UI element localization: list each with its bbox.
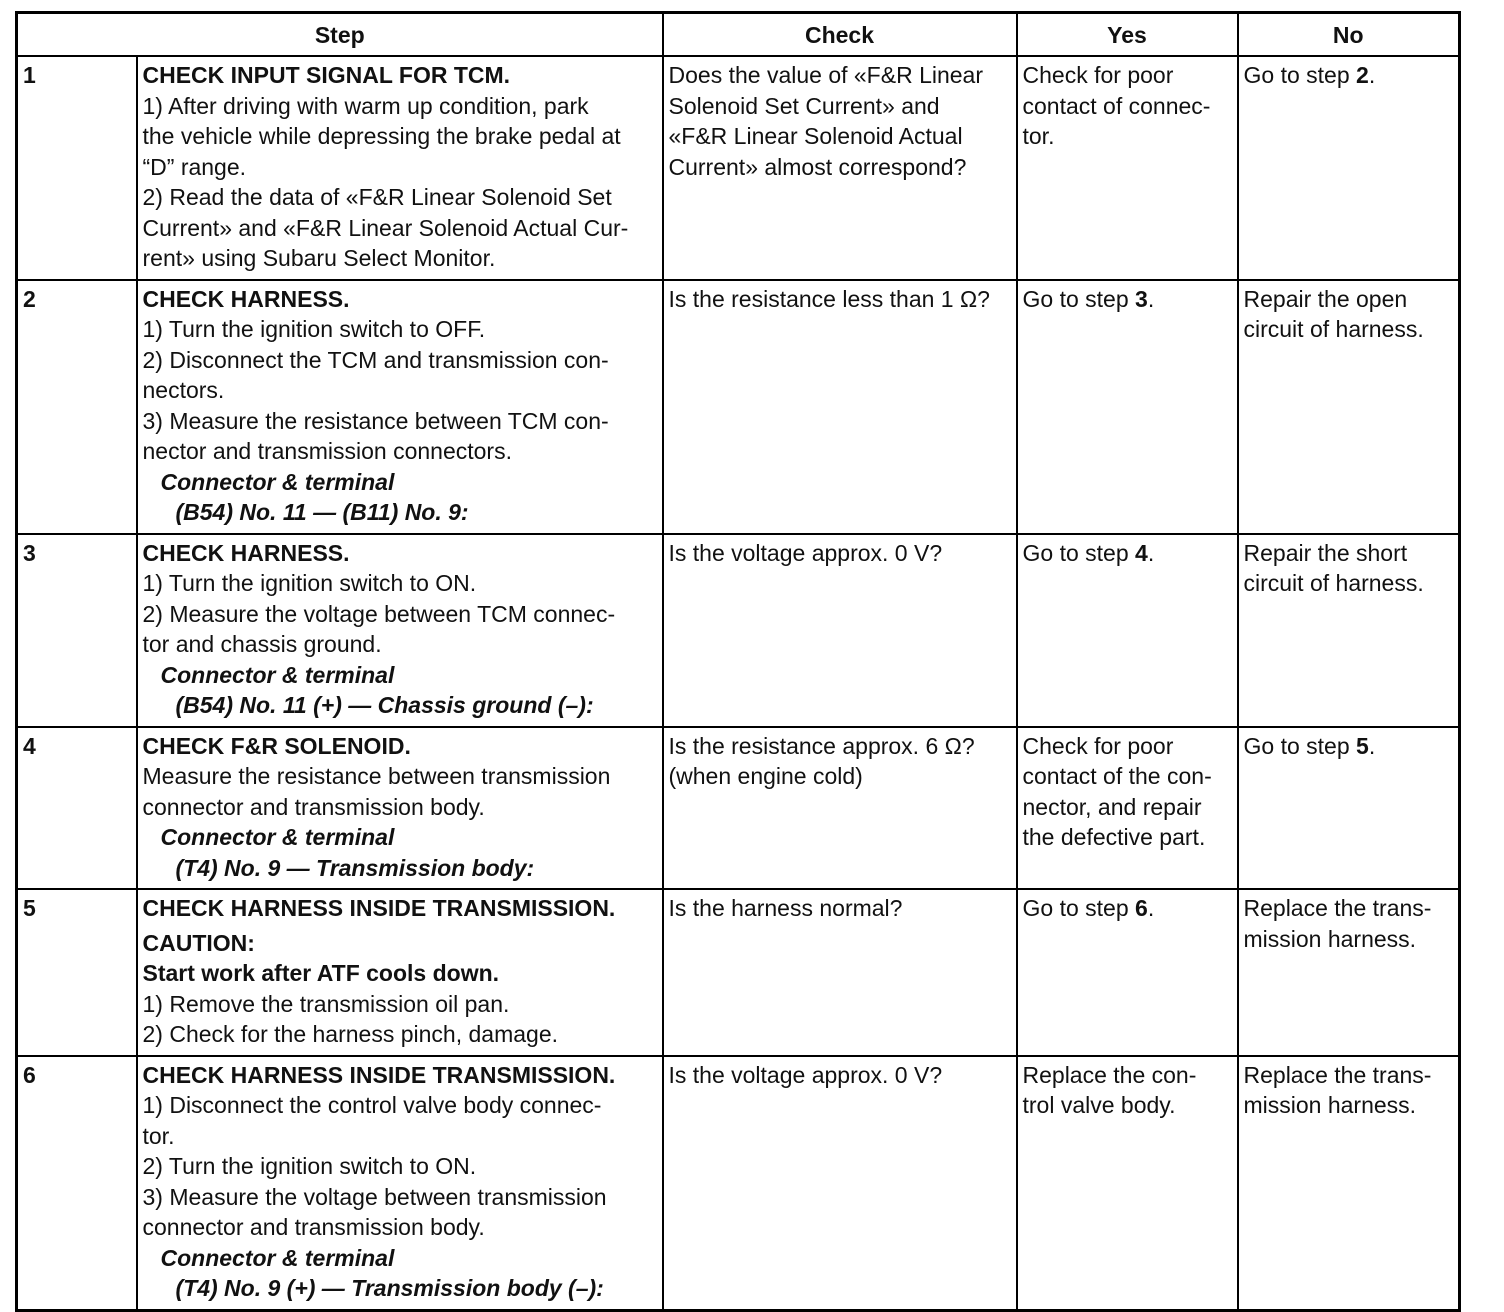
header-row xyxy=(17,13,1460,57)
procedure-line: 2) Measure the voltage between TCM connec- xyxy=(142,600,616,627)
check-line: «F&R Linear Solenoid Actual xyxy=(668,123,963,149)
no-action-line: mission harness. xyxy=(1243,925,1417,952)
connector-terminal: (B54) No. 11 — (B11) No. 9: xyxy=(175,499,469,525)
procedure-line: 2) Disconnect the TCM and transmission con- xyxy=(142,346,609,373)
yes-action xyxy=(1017,727,1238,890)
connector-label: Connector & terminal xyxy=(160,824,395,850)
yes-action-goto: Go to step 3. xyxy=(1022,285,1155,312)
yes-action xyxy=(1017,280,1238,534)
check-line: Current» almost correspond? xyxy=(668,153,967,180)
connector-terminal: (B54) No. 11 (+) — Chassis ground (–): xyxy=(175,692,594,718)
no-action xyxy=(1238,889,1460,1056)
goto-text: Go to step xyxy=(1022,285,1136,312)
check-line: Is the resistance less than 1 Ω? xyxy=(668,285,990,312)
check-line: Does the value of «F&R Linear xyxy=(668,62,984,88)
no-action-goto: Go to step 2. xyxy=(1243,62,1376,88)
no-action-goto: Go to step 5. xyxy=(1243,732,1376,759)
caution-text: CAUTION: xyxy=(142,929,255,956)
check-line: (when engine cold) xyxy=(668,763,863,789)
step-number: 3 xyxy=(17,534,137,727)
step-title: CHECK INPUT SIGNAL FOR TCM. xyxy=(142,62,511,88)
procedure-line: 1) Disconnect the control valve body connec- xyxy=(142,1092,602,1118)
yes-action-goto: Go to step 6. xyxy=(1022,895,1155,921)
procedure-line: 1) Remove the transmission oil pan. xyxy=(142,990,510,1017)
goto-step-ref: 5 xyxy=(1356,732,1369,759)
yes-action-line: contact of connec- xyxy=(1022,92,1211,119)
step-title: CHECK HARNESS. xyxy=(142,539,350,566)
step-number: 4 xyxy=(17,727,137,890)
no-action-line: Replace the trans- xyxy=(1243,895,1432,921)
goto-step-ref: 6 xyxy=(1135,895,1148,921)
yes-action-line: Check for poor xyxy=(1022,62,1174,88)
table-row xyxy=(17,727,1460,890)
step-procedure xyxy=(137,727,663,890)
no-action xyxy=(1238,56,1460,280)
goto-step-ref: 3 xyxy=(1135,285,1148,312)
no-action-line: Replace the trans- xyxy=(1243,1061,1432,1088)
procedure-line: nector and transmission connectors. xyxy=(142,438,512,464)
header-no: No xyxy=(1238,13,1460,57)
procedure-line: tor. xyxy=(142,1122,175,1149)
goto-text: Go to step xyxy=(1022,539,1136,566)
check-line: Is the voltage approx. 0 V? xyxy=(668,539,943,566)
table-body xyxy=(17,56,1460,1310)
step-number: 2 xyxy=(17,280,137,534)
no-action xyxy=(1238,534,1460,727)
check-question xyxy=(663,727,1017,890)
step-procedure xyxy=(137,280,663,534)
procedure-line: Measure the resistance between transmission xyxy=(142,763,611,789)
procedure-line: 3) Measure the voltage between transmission xyxy=(142,1183,607,1210)
yes-action-line: the defective part. xyxy=(1022,824,1206,850)
header-step: Step xyxy=(17,13,663,57)
check-line: Is the harness normal? xyxy=(668,895,903,921)
procedure-line: connector and transmission body. xyxy=(142,793,485,820)
yes-action-line: contact of the con- xyxy=(1022,763,1212,789)
no-action xyxy=(1238,727,1460,890)
check-question xyxy=(663,56,1017,280)
yes-action-goto: Go to step 4. xyxy=(1022,539,1155,566)
procedure-line: 2) Read the data of «F&R Linear Solenoid Set xyxy=(142,184,612,210)
header-check: Check xyxy=(663,13,1017,57)
procedure-line: “D” range. xyxy=(142,153,247,180)
goto-step-ref: 2 xyxy=(1356,62,1369,88)
no-action-line: Repair the short xyxy=(1243,539,1408,566)
no-action xyxy=(1238,280,1460,534)
connector-label: Connector & terminal xyxy=(160,1244,395,1271)
procedure-line: Current» and «F&R Linear Solenoid Actual Cur- xyxy=(142,214,629,241)
procedure-line: 1) After driving with warm up condition, park xyxy=(142,92,589,119)
no-action-line: circuit of harness. xyxy=(1243,316,1424,342)
check-line: Is the resistance approx. 6 Ω? xyxy=(668,732,975,759)
table-row xyxy=(17,1056,1460,1311)
caution-text: Start work after ATF cools down. xyxy=(142,960,500,986)
procedure-line: 1) Turn the ignition switch to OFF. xyxy=(142,316,486,342)
procedure-line: 3) Measure the resistance between TCM con- xyxy=(142,407,609,434)
yes-action-line: Check for poor xyxy=(1022,732,1174,759)
connector-label: Connector & terminal xyxy=(160,661,395,688)
step-procedure xyxy=(137,534,663,727)
no-action-line: circuit of harness. xyxy=(1243,570,1424,596)
table-row xyxy=(17,889,1460,1056)
check-question xyxy=(663,1056,1017,1311)
diagnostic-table xyxy=(15,11,1461,1312)
goto-text: Go to step xyxy=(1022,895,1136,921)
connector-terminal: (T4) No. 9 — Transmission body: xyxy=(175,854,535,881)
procedure-line: 1) Turn the ignition switch to ON. xyxy=(142,570,477,596)
procedure-line: 2) Check for the harness pinch, damage. xyxy=(142,1021,559,1047)
goto-step-ref: 4 xyxy=(1135,539,1148,566)
procedure-line: nectors. xyxy=(142,377,225,403)
no-action-line: mission harness. xyxy=(1243,1092,1417,1118)
table-row xyxy=(17,534,1460,727)
yes-action xyxy=(1017,56,1238,280)
procedure-line: 2) Turn the ignition switch to ON. xyxy=(142,1153,477,1179)
no-action-line: Repair the open xyxy=(1243,285,1408,312)
step-title: CHECK HARNESS. xyxy=(142,285,350,312)
goto-text: Go to step xyxy=(1243,62,1357,88)
yes-action-line: tor. xyxy=(1022,123,1055,149)
no-action xyxy=(1238,1056,1460,1311)
step-number: 5 xyxy=(17,889,137,1056)
procedure-line: connector and transmission body. xyxy=(142,1214,485,1240)
step-title: CHECK HARNESS INSIDE TRANSMISSION. xyxy=(142,1061,616,1088)
step-title: CHECK HARNESS INSIDE TRANSMISSION. xyxy=(142,895,616,921)
check-line: Is the voltage approx. 0 V? xyxy=(668,1061,943,1088)
goto-text: Go to step xyxy=(1243,732,1357,759)
yes-action xyxy=(1017,1056,1238,1311)
procedure-line: rent» using Subaru Select Monitor. xyxy=(142,245,496,271)
procedure-line: the vehicle while depressing the brake pedal at xyxy=(142,123,621,149)
check-line: Solenoid Set Current» and xyxy=(668,92,940,119)
yes-action xyxy=(1017,889,1238,1056)
yes-action xyxy=(1017,534,1238,727)
yes-action-line: trol valve body. xyxy=(1022,1092,1176,1118)
step-title: CHECK F&R SOLENOID. xyxy=(142,732,411,759)
procedure-line: tor and chassis ground. xyxy=(142,631,382,657)
check-question xyxy=(663,889,1017,1056)
yes-action-line: Replace the con- xyxy=(1022,1061,1197,1088)
step-procedure xyxy=(137,1056,663,1311)
header-yes: Yes xyxy=(1017,13,1238,57)
table-row xyxy=(17,280,1460,534)
check-question xyxy=(663,534,1017,727)
step-number: 1 xyxy=(17,56,137,280)
step-procedure xyxy=(137,56,663,280)
step-number: 6 xyxy=(17,1056,137,1311)
step-procedure xyxy=(137,889,663,1056)
table-row xyxy=(17,56,1460,280)
yes-action-line: nector, and repair xyxy=(1022,793,1202,820)
connector-terminal: (T4) No. 9 (+) — Transmission body (–): xyxy=(175,1275,604,1301)
check-question xyxy=(663,280,1017,534)
connector-label: Connector & terminal xyxy=(160,468,395,495)
